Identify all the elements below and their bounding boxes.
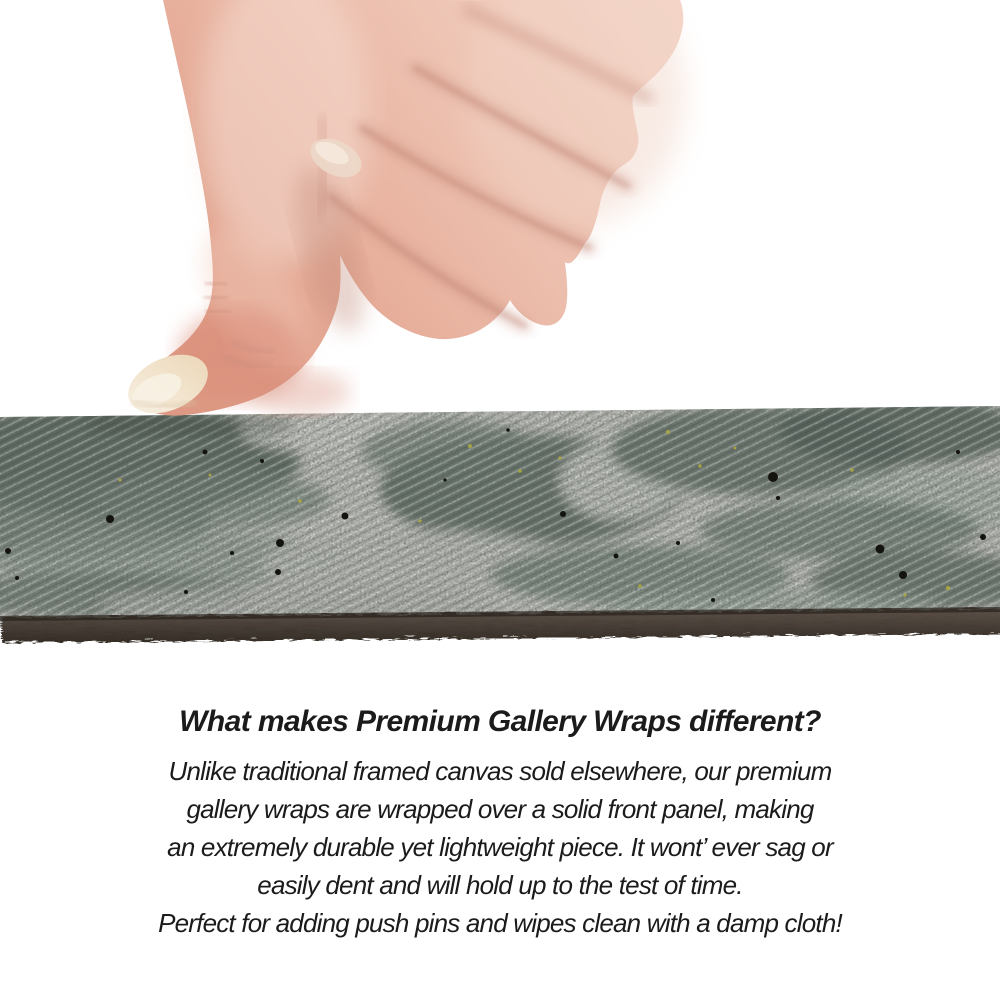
info-line: gallery wraps are wrapped over a solid front panel, making — [186, 794, 814, 824]
info-line: an extremely durable yet lightweight piece. It wont’ ever sag or — [167, 832, 833, 862]
info-line: easily dent and will hold up to the test of time. — [257, 870, 743, 900]
canvas-strip — [0, 395, 1000, 641]
info-heading: What makes Premium Gallery Wraps different? — [179, 705, 821, 738]
thumb-contact-shadow — [90, 415, 290, 437]
info-section — [0, 702, 1000, 942]
info-line: Unlike traditional framed canvas sold elsewhere, our premium — [168, 756, 832, 786]
info-line: Perfect for adding push pins and wipes clean with a damp cloth! — [158, 908, 842, 938]
hand-figure — [119, 0, 685, 425]
